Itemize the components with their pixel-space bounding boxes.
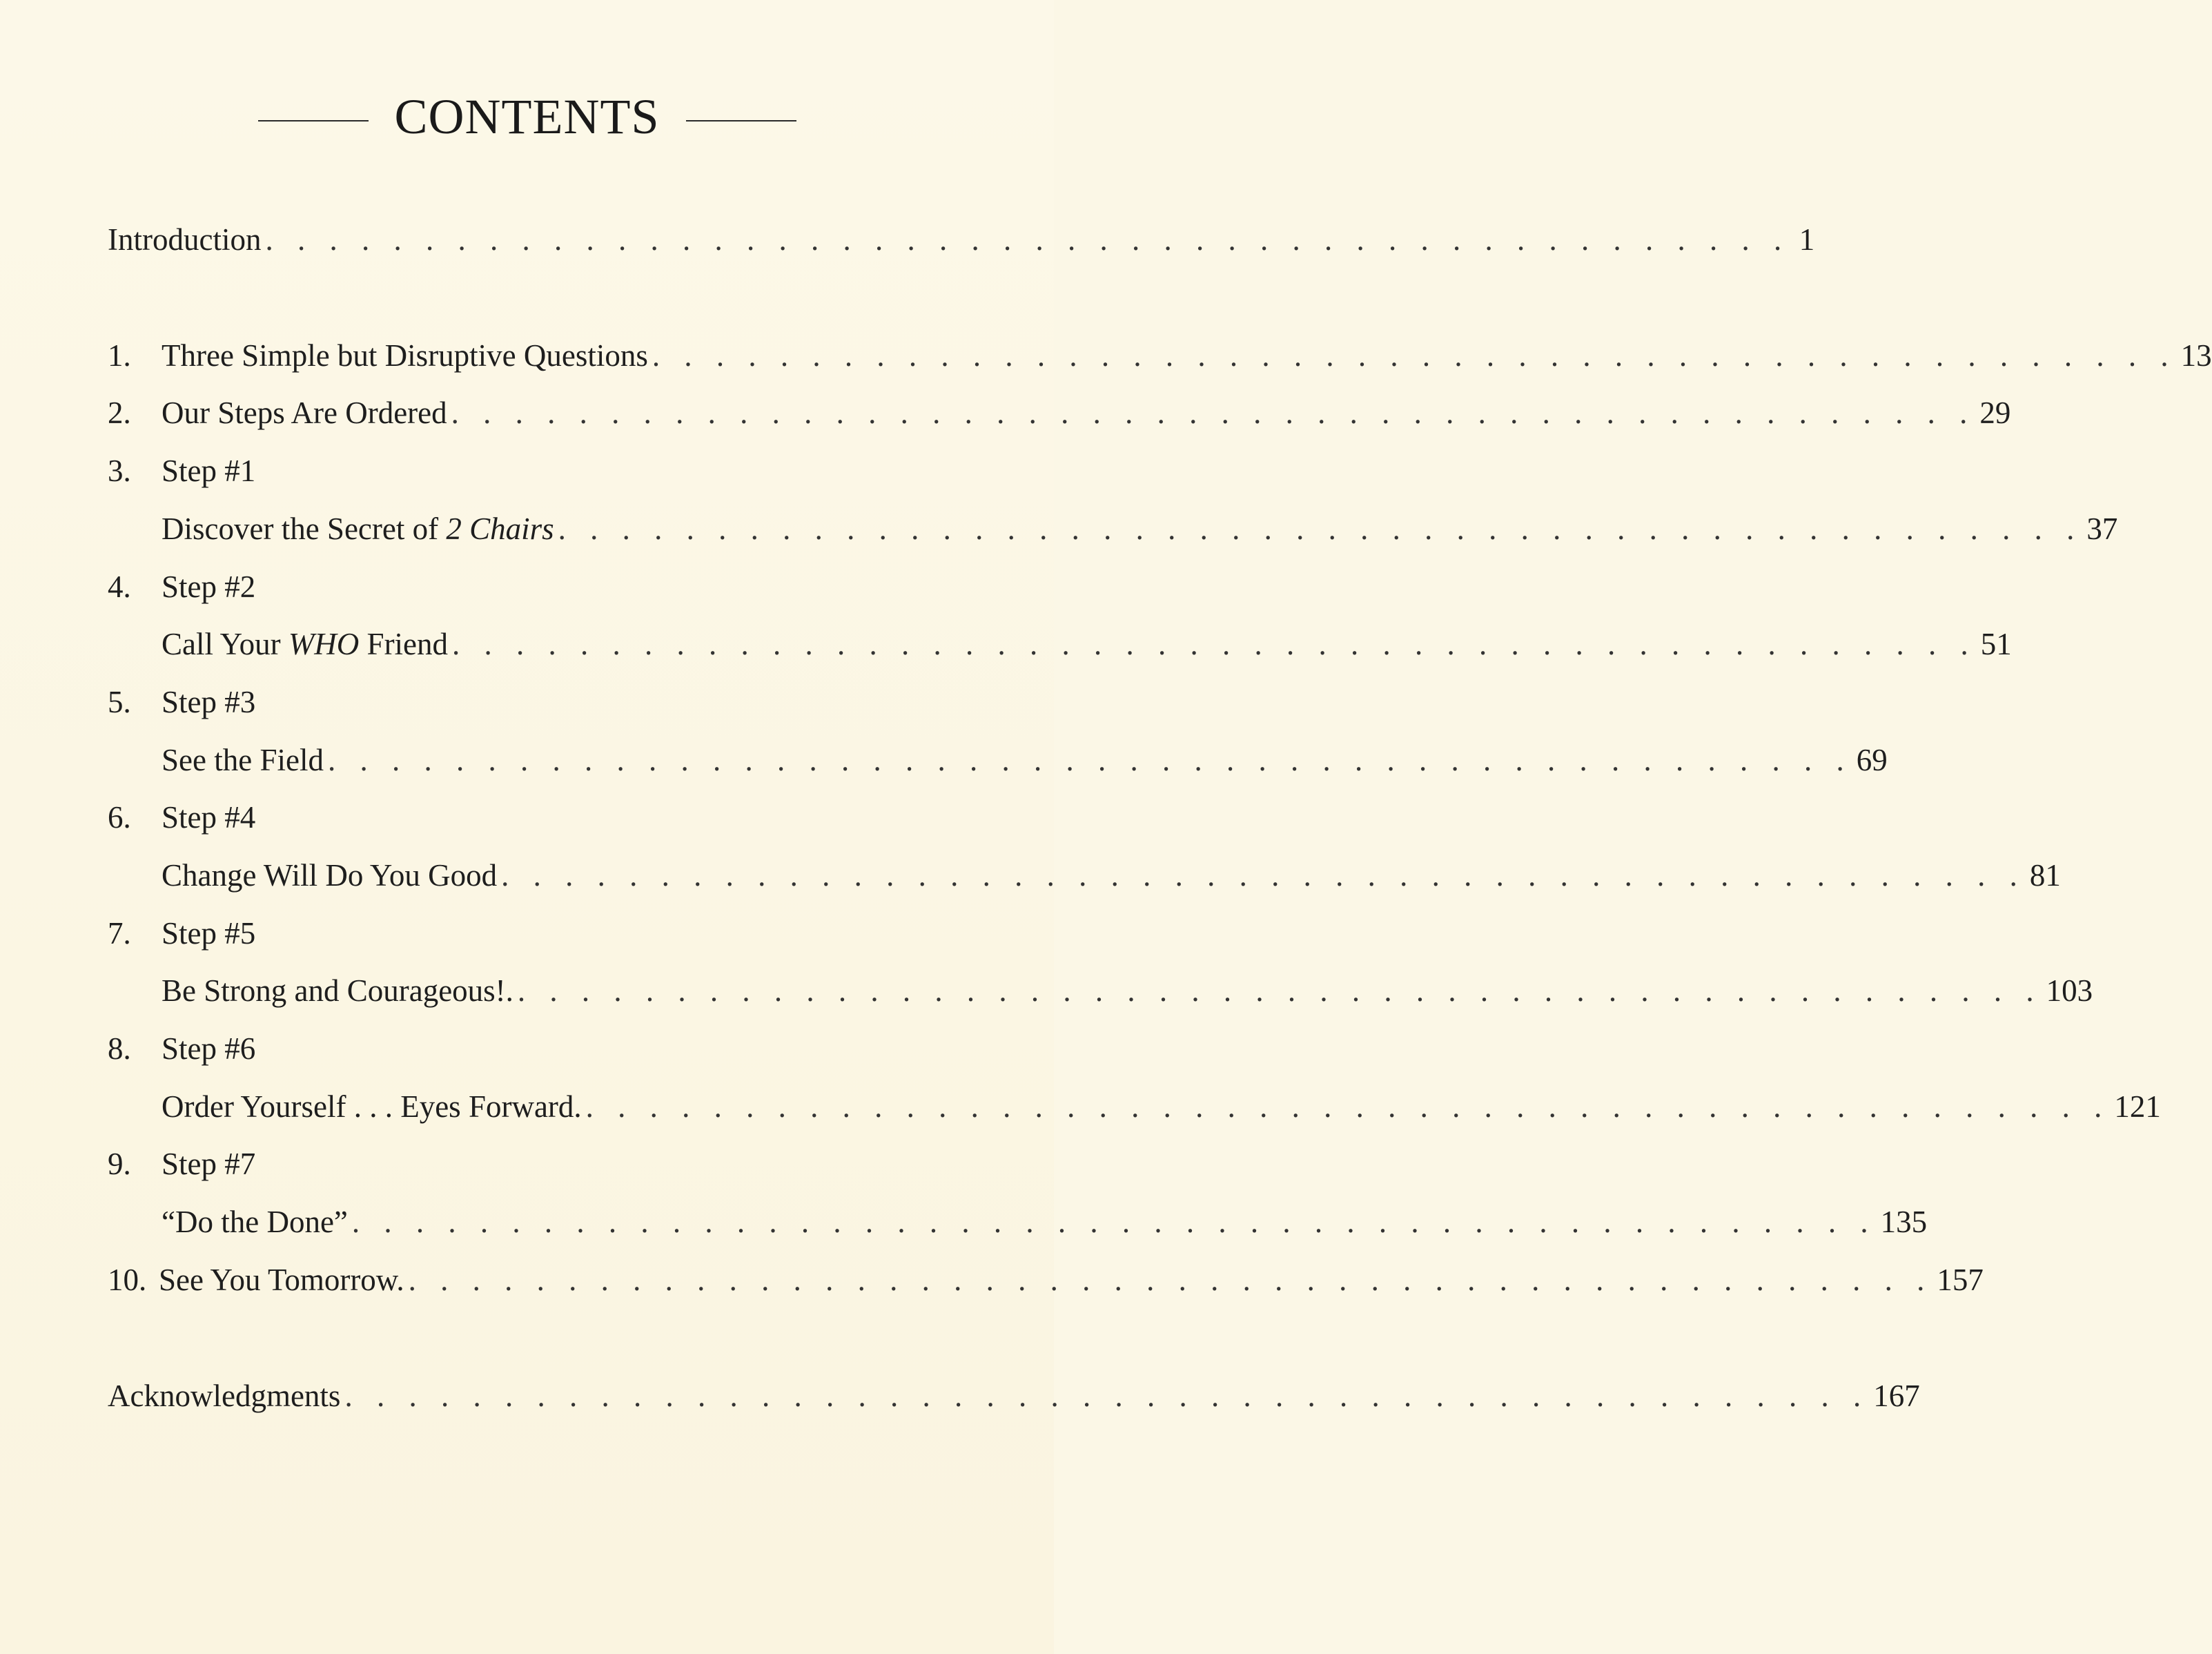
chapter-number: 7. — [108, 916, 131, 951]
toc-page-number: 157 — [1937, 1263, 1984, 1297]
toc-entry-chapter-10[interactable] — [108, 1256, 1984, 1304]
chapter-number: 6. — [108, 800, 131, 835]
toc-page-number: 135 — [1880, 1205, 1928, 1239]
step-label: Step #1 — [162, 454, 256, 488]
chapter-number: 1. — [108, 338, 131, 373]
heading-rule-left — [258, 120, 369, 121]
dot-leader: . . . . . . . . . . . . . . . . . . . . . . . . . . . . . . . . . . . . . . . . . . . . . . . . — [517, 973, 2042, 1008]
dot-leader: . . . . . . . . . . . . . . . . . . . . . . . . . . . . . . . . . . . . . . . . . . . . . . . . — [652, 338, 2177, 373]
toc-entry-chapter-3[interactable] — [108, 505, 2118, 553]
dot-leader: . . . . . . . . . . . . . . . . . . . . . . . . . . . . . . . . . . . . . . . . . . . . . . . . — [408, 1263, 1933, 1297]
dot-leader: . . . . . . . . . . . . . . . . . . . . . . . . . . . . . . . . . . . . . . . . . . . . . . . . — [351, 1205, 1877, 1239]
toc-entry-chapter-7[interactable] — [108, 966, 2093, 1015]
toc-entry-chapter-4-step — [108, 563, 918, 611]
toc-entry-label: “Do the Done” — [162, 1205, 348, 1239]
toc-entry-acknowledgments[interactable] — [108, 1372, 1920, 1420]
dot-leader: . . . . . . . . . . . . . . . . . . . . . . . . . . . . . . . . . . . . . . . . . . . . . . . . — [585, 1089, 2111, 1124]
toc-entry-chapter-4[interactable] — [108, 620, 2012, 668]
step-label: Step #2 — [162, 570, 256, 604]
step-label: Step #7 — [162, 1147, 256, 1181]
toc-entry-chapter-5[interactable] — [108, 736, 1888, 784]
toc-entry-label: Our Steps Are Ordered — [162, 396, 447, 430]
heading-rule-right — [686, 120, 796, 121]
toc-entry-chapter-5-step — [108, 678, 918, 726]
step-label: Step #3 — [162, 685, 256, 719]
toc-entry-introduction[interactable] — [108, 215, 1815, 264]
italic-title: 2 Chairs — [446, 512, 554, 546]
toc-entry-label: Introduction — [108, 222, 262, 257]
toc-entry-chapter-2[interactable] — [108, 389, 2011, 437]
dot-leader: . . . . . . . . . . . . . . . . . . . . . . . . . . . . . . . . . . . . . . . . . . . . . . . . — [558, 512, 2083, 546]
chapter-number: 10. — [108, 1263, 147, 1297]
dot-leader: . . . . . . . . . . . . . . . . . . . . . . . . . . . . . . . . . . . . . . . . . . . . . . . . — [265, 222, 1790, 257]
toc-entry-chapter-6-step — [108, 793, 918, 841]
toc-entry-chapter-8-step — [108, 1024, 918, 1073]
chapter-number: 2. — [108, 396, 131, 430]
toc-entry-label: Be Strong and Courageous!. — [162, 973, 513, 1008]
dot-leader: . . . . . . . . . . . . . . . . . . . . . . . . . . . . . . . . . . . . . . . . . . . . . . . . — [452, 627, 1977, 661]
step-label: Step #5 — [162, 916, 256, 951]
italic-title: WHO — [288, 627, 360, 661]
toc-entry-label: Order Yourself . . . Eyes Forward. — [162, 1089, 582, 1124]
toc-entry-chapter-8[interactable] — [108, 1082, 2161, 1131]
toc-entry-label: See You Tomorrow. — [159, 1263, 404, 1297]
toc-page-number: 29 — [1979, 396, 2011, 430]
toc-page-number: 1 — [1799, 222, 1815, 257]
dot-leader: . . . . . . . . . . . . . . . . . . . . . . . . . . . . . . . . . . . . . . . . . . . . . . . . — [327, 743, 1852, 777]
toc-page-number: 121 — [2114, 1089, 2161, 1124]
contents-heading — [0, 88, 1054, 146]
step-label: Step #4 — [162, 800, 256, 835]
toc-entry-chapter-9-step — [108, 1140, 918, 1188]
toc-entry-label: Discover the Secret of 2 Chairs — [162, 512, 554, 546]
chapter-number: 3. — [108, 454, 131, 488]
toc-page-number: 81 — [2029, 858, 2061, 893]
page-title: CONTENTS — [394, 89, 660, 144]
chapter-number: 5. — [108, 685, 131, 719]
step-label: Step #6 — [162, 1031, 256, 1066]
toc-page-number: 103 — [2046, 973, 2093, 1008]
toc-entry-chapter-9[interactable] — [108, 1198, 1928, 1246]
toc-entry-chapter-6[interactable] — [108, 851, 2061, 899]
toc-page-number: 37 — [2086, 512, 2118, 546]
toc-entry-label: Call Your WHO Friend — [162, 627, 449, 661]
toc-page-number: 167 — [1873, 1379, 1920, 1413]
toc-entry-label: Three Simple but Disruptive Questions — [162, 338, 648, 373]
toc-entry-label: See the Field — [162, 743, 324, 777]
chapter-number: 4. — [108, 570, 131, 604]
dot-leader: . . . . . . . . . . . . . . . . . . . . . . . . . . . . . . . . . . . . . . . . . . . . . . . . — [344, 1379, 1870, 1413]
toc-page-number: 69 — [1856, 743, 1888, 777]
toc-entry-chapter-3-step — [108, 447, 918, 495]
toc-page-number: 51 — [1980, 627, 2012, 661]
chapter-number: 8. — [108, 1031, 131, 1066]
dot-leader: . . . . . . . . . . . . . . . . . . . . . . . . . . . . . . . . . . . . . . . . . . . . . . . . — [501, 858, 2026, 893]
toc-page-number: 13 — [2180, 338, 2212, 373]
dot-leader: . . . . . . . . . . . . . . . . . . . . . . . . . . . . . . . . . . . . . . . . . . . . . . . . — [451, 396, 1976, 430]
toc-entry-label: Change Will Do You Good — [162, 858, 498, 893]
toc-entry-label: Acknowledgments — [108, 1379, 341, 1413]
toc-entry-chapter-7-step — [108, 909, 918, 957]
toc-entry-chapter-1[interactable] — [108, 331, 2212, 380]
chapter-number: 9. — [108, 1147, 131, 1181]
